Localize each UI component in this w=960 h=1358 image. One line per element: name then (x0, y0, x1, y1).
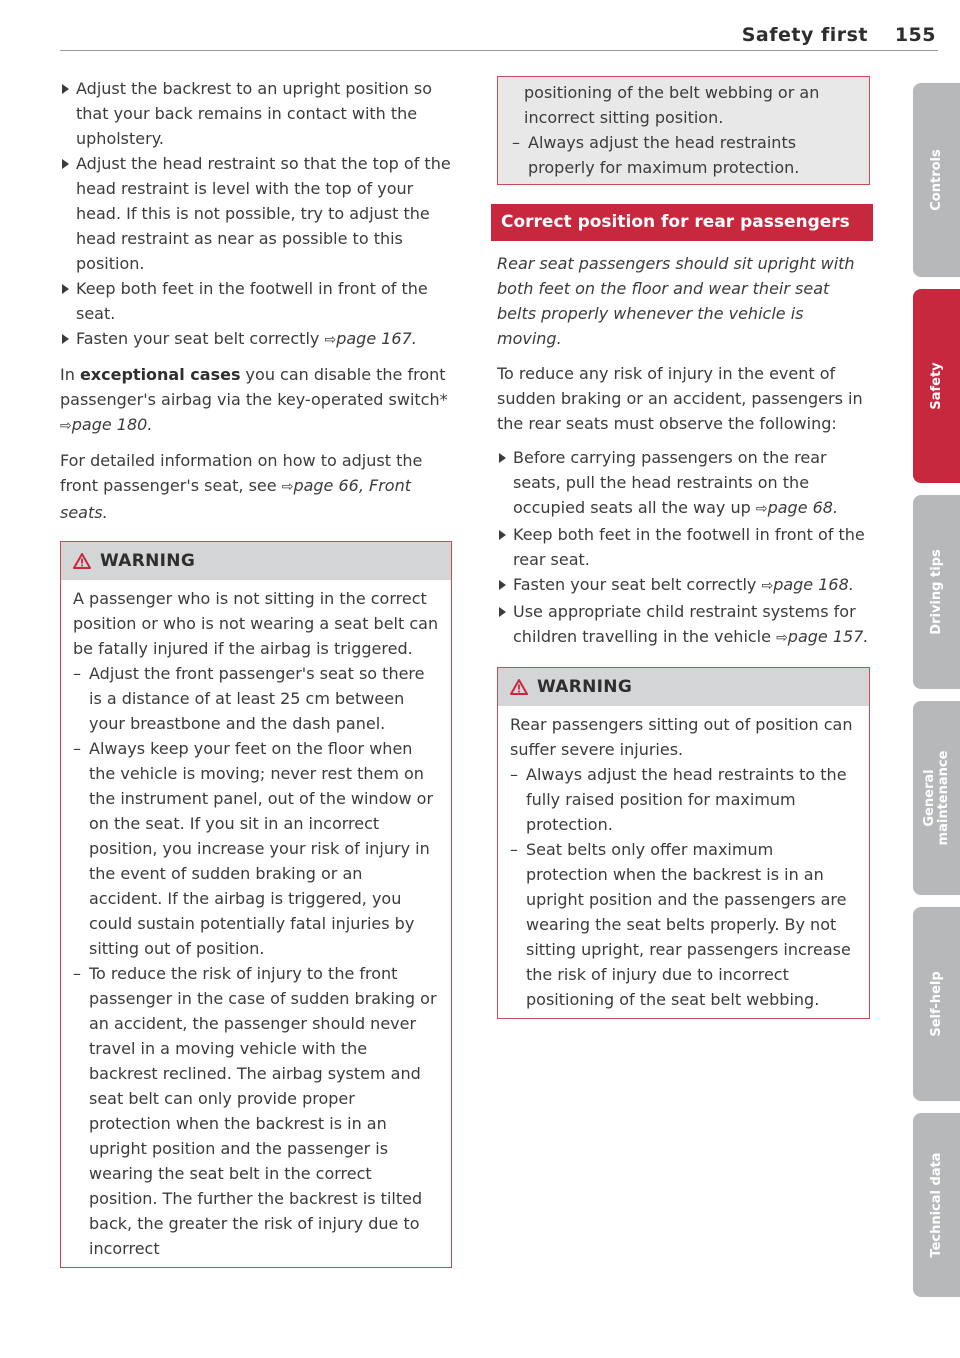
list-item: Adjust the backrest to an upright position so that your back remains in contact with the upholstery. (60, 76, 452, 151)
list-item: Fasten your seat belt correctly ⇨page 167. (60, 326, 452, 353)
page-reference-link[interactable]: ⇨page 167. (324, 329, 417, 348)
bullet-arrow-icon (499, 580, 506, 590)
list-item: – Always adjust the head restraints to the fully raised position for maximum protection. (510, 765, 847, 834)
paragraph: To reduce any risk of injury in the event of sudden braking or an accident, passengers in the rear seats must observe the following: (497, 364, 863, 433)
bullet-arrow-icon (62, 334, 69, 344)
list-item: Keep both feet in the footwell in front of the rear seat. (497, 522, 870, 572)
list-item: – Always adjust the head restraints properly for maximum protection. (512, 133, 800, 177)
list-item: – Seat belts only offer maximum protection when the backrest is in an upright position and the passengers are wearing the seat belts properly. By not sitting upright, rear passengers increase the risk of injury due to incorrect positioning of the seat belt webbing. (510, 840, 851, 1009)
bullet-arrow-icon (62, 84, 69, 94)
page-reference-link[interactable]: ⇨page 168. (761, 575, 854, 594)
warning-box (60, 541, 452, 1268)
list-item: Use appropriate child restraint systems for children travelling in the vehicle ⇨page 157. (497, 599, 870, 651)
warning-triangle-icon (510, 679, 528, 695)
list-item: – Adjust the front passenger's seat so there is a distance of at least 25 cm between your breastbone and the dash panel. (73, 664, 425, 733)
tab-controls[interactable]: Controls (913, 83, 960, 277)
bullet-arrow-icon (62, 159, 69, 169)
warning-box (497, 667, 870, 1019)
right-column (497, 76, 870, 1019)
warning-box-continued (497, 76, 870, 185)
left-column (60, 76, 452, 1268)
page-header (60, 18, 938, 51)
tab-technical-data[interactable]: Technical data (913, 1113, 960, 1297)
section-heading: Correct position for rear passengers (491, 204, 873, 241)
bullet-arrow-icon (499, 530, 506, 540)
list-item: – To reduce the risk of injury to the front passenger in the case of sudden braking or an accident, the passenger should never travel in a moving vehicle with the backrest reclined. The airbag system and seat belt can only provide proper protection when the backrest is in an upright position and the passenger is wearing the seat belt in the correct position. The further the backrest is tilted back, the greater the risk of injury due to incorrect (73, 964, 437, 1258)
tab-self-help[interactable]: Self-help (913, 907, 960, 1101)
lead-paragraph: Rear seat passengers should sit upright with both feet on the floor and wear their seat belts properly whenever the vehicle is moving. (497, 254, 855, 348)
page-reference-link[interactable]: ⇨page 157. (776, 627, 869, 646)
warning-header: WARNING (498, 668, 869, 706)
bullet-arrow-icon (499, 453, 506, 463)
bullet-arrow-icon (62, 284, 69, 294)
warning-triangle-icon (73, 553, 91, 569)
warning-body: Rear passengers sitting out of position can suffer severe injuries. – Always adjust the head restraints to the fully raised position for maximum protection. – Seat belts only offer maximum protection when the backrest is in an upright position and the passengers are wearing the seat belts properly. By not sitting upright, rear passengers increase the risk of injury due to incorrect positioning of the seat belt webbing. (498, 706, 869, 1018)
list-item: Fasten your seat belt correctly ⇨page 168. (497, 572, 870, 599)
list-item: Keep both feet in the footwell in front of the seat. (60, 276, 452, 326)
paragraph: For detailed information on how to adjust the front passenger's seat, see ⇨page 66, Front seats. (60, 451, 423, 522)
section-title-header: Safety first (741, 24, 868, 46)
paragraph: In exceptional cases you can disable the front passenger's airbag via the key-operated switch* ⇨page 180. (60, 365, 448, 434)
warning-body: positioning of the belt webbing or an incorrect sitting position. – Always adjust the head restraints properly for maximum protection. (498, 77, 869, 184)
tab-safety[interactable]: Safety (913, 289, 960, 483)
bullet-arrow-icon (499, 607, 506, 617)
list-item: Before carrying passengers on the rear seats, pull the head restraints on the occupied seats all the way up ⇨page 68. (497, 445, 870, 522)
warning-body: A passenger who is not sitting in the correct position or who is not wearing a seat belt can be fatally injured if the airbag is triggered. – Adjust the front passenger's seat so there is a distance of at least 25 cm between your breastbone and the dash panel. – Always keep your feet on the floor when the vehicle is moving; never rest them on the instrument panel, out of the window or on the seat. If you sit in an incorrect position, you increase your risk of injury in the event of sudden braking or an accident. If the airbag is triggered, you could sustain potentially fatal injuries by sitting out of position. – To reduce the risk of injury to the front passenger in the case of sudden braking or an accident, the passenger should never travel in a moving vehicle with the backrest reclined. The airbag system and seat belt can only provide proper protection when the backrest is in an upright position and the passenger is wearing the seat belt in the correct position. The further the backrest is tilted back, the greater the risk of injury due to incorrect (61, 580, 451, 1267)
tab-general-maintenance[interactable]: General maintenance (913, 701, 960, 895)
list-item: Adjust the head restraint so that the top of the head restraint is level with the top of your head. If this is not possible, try to adjust the head restraint as near as possible to this position. (60, 151, 452, 276)
list-item: – Always keep your feet on the floor when the vehicle is moving; never rest them on the instrument panel, out of the window or on the seat. If you sit in an incorrect position, you increase your risk of injury in the event of sudden braking or an accident. If the airbag is triggered, you could sustain potentially fatal injuries by sitting out of position. (73, 739, 434, 958)
page-reference-link[interactable]: ⇨page 68. (755, 498, 839, 517)
tab-driving-tips[interactable]: Driving tips (913, 495, 960, 689)
page-number: 155 (894, 24, 936, 46)
page-reference-link[interactable]: ⇨page 180. (60, 415, 153, 434)
warning-header: WARNING (61, 542, 451, 580)
page-reference-link[interactable]: ⇨page 66, Front seats. (60, 476, 411, 522)
